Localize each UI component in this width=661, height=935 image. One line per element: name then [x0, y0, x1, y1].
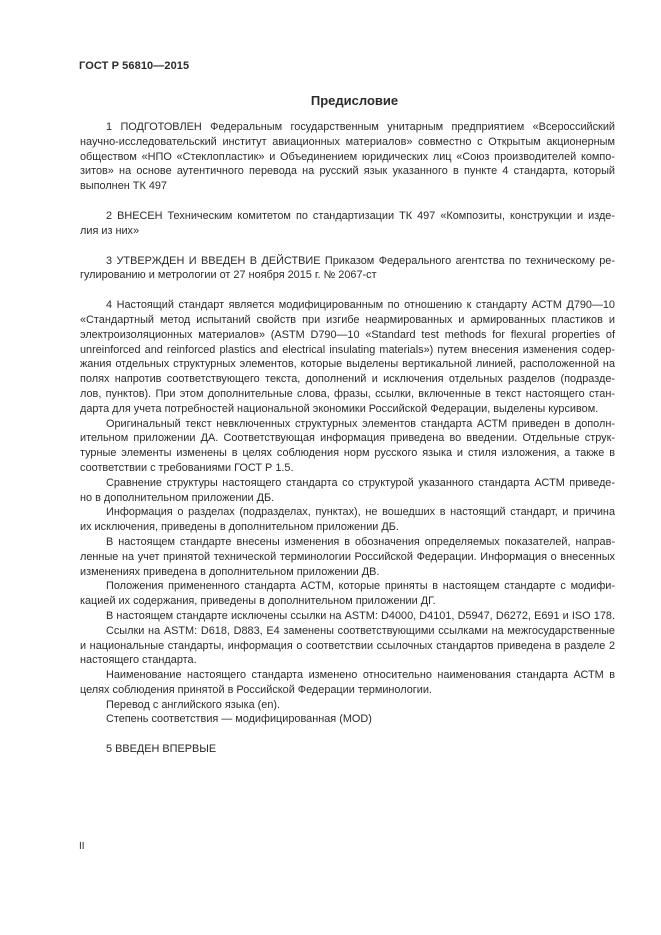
text-line: 1 ПОДГОТОВЛЕН Федеральным государственным унитарным предприятием «Всероссийский — [106, 121, 615, 133]
paragraph-notation-changes — [80, 535, 615, 579]
paragraph-replaced-references — [80, 624, 615, 668]
text-line: полях напротив соответствующего текста, дополнений и исключения отдельных разделов (подразде- — [80, 373, 615, 386]
paragraph-excluded-references — [80, 609, 615, 624]
text-line: гулированию и метрологии от 27 ноября 2015 г. № 2067-ст — [80, 269, 377, 282]
paragraph-excluded-sections — [80, 505, 615, 535]
paragraph-title-change — [80, 668, 615, 698]
text-line: лов, пунктов). При этом дополнительные слова, фразы, ссылки, включенные в текст настоящего стан- — [80, 387, 615, 400]
text-line: 2 ВНЕСЕН Техническим комитетом по стандартизации ТК 497 «Композиты, конструкции и изде- — [106, 209, 615, 222]
text-line: кацией их содержания, приведены в дополнительном приложении ДГ. — [80, 595, 436, 608]
text-line: соответствии с требованиями ГОСТ Р 1.5. — [80, 461, 294, 474]
paragraph-modified-provisions — [80, 579, 615, 609]
text-line: жания отдельных структурных элементов, которые выделены вертикальной линией, расположенной на — [80, 358, 615, 371]
paragraph-translation — [80, 698, 615, 713]
text-line: дарта для учета потребностей национальной экономики Российской Федерации, выделены курсивом. — [80, 402, 599, 415]
text-line: В настоящем стандарте исключены ссылки на ASTM: D4000, D4101, D5947, D6272, E691 и ISO 178. — [106, 609, 615, 622]
text-line: ительном приложении ДА. Соответствующая информация приведена во введении. Отдельные струк- — [80, 432, 615, 445]
page-number: II — [79, 841, 85, 852]
paragraph-original-text — [80, 417, 615, 476]
text-line: электроизоляционных материалов» (ASTM D790—10 «Standard test methods for flexural properties of — [80, 328, 615, 341]
text-line: настоящего стандарта. — [80, 654, 197, 667]
text-line: unreinforced and reinforced plastics and electrical insulating materials») путем внесения изменения содер- — [80, 343, 615, 356]
preface-body — [80, 120, 615, 757]
text-line: турные элементы изменены в целях соблюдения норм русского языка и стиля изложения, а также в — [80, 447, 615, 460]
text-line: Сравнение структуры настоящего стандарта со структурой указанного стандарта АСТМ приведе- — [106, 476, 615, 489]
paragraph-2-submitted-by — [80, 209, 615, 239]
text-line: но в дополнительном приложении ДБ. — [80, 491, 275, 504]
text-line: выполнен ТК 497 — [80, 180, 167, 193]
text-line: Оригинальный текст невключенных структурных элементов стандарта АСТМ приведен в дополн- — [106, 417, 615, 430]
text-line: Степень соответствия — модифицированная (MOD) — [106, 713, 372, 726]
text-line: Наименование настоящего стандарта изменено относительно наименования стандарта АСТМ в — [106, 669, 615, 682]
section-title: Предисловие — [310, 93, 399, 108]
paragraph-1-prepared-by — [80, 120, 615, 194]
text-line: Информация о разделах (подразделах, пунктах), не вошедших в настоящий стандарт, и причина — [106, 506, 615, 519]
text-line: Положения примененного стандарта АСТМ, которые приняты в настоящем стандарте с модифи- — [106, 580, 615, 593]
standard-code-header: ГОСТ Р 56810—2015 — [79, 60, 190, 72]
text-line: целях соблюдения принятой в Российской Федерации терминологии. — [80, 683, 432, 696]
text-line: Перевод с английского языка (en). — [106, 698, 281, 711]
text-line: и национальные стандарты, информация о соответствии ссылочных стандартов приведена в разделе 2 — [80, 639, 615, 652]
paragraph-structure-comparison — [80, 476, 615, 506]
paragraph-5-introduced-first — [80, 742, 615, 757]
text-line: изменениях приведена в дополнительном приложении ДВ. — [80, 565, 380, 578]
text-line: зитов» на основе аутентичного перевода на русский язык указанного в пункте 4 стандарта, который — [80, 165, 615, 178]
text-line: их исключения, приведены в дополнительном приложении ДБ. — [80, 521, 399, 534]
text-line: Ссылки на ASTM: D618, D883, E4 заменены соответствующими ссылками на межгосударственные — [106, 624, 615, 637]
paragraph-4-modified-standard — [80, 298, 615, 416]
text-line: 4 Настоящий стандарт является модифицированным по отношению к стандарту АСТМ Д790—10 — [106, 299, 615, 312]
paragraph-conformity-degree — [80, 712, 615, 727]
text-line: обществом «НПО «Стеклопластик» и Объединением юридических лиц «Союз производителей компо- — [80, 150, 615, 163]
text-line: 5 ВВЕДЕН ВПЕРВЫЕ — [106, 743, 217, 756]
text-line: ленные на учет принятой технической терминологии Российской Федерации. Информация о внесенных — [80, 550, 615, 563]
text-line: лия из них» — [80, 224, 140, 237]
text-line: В настоящем стандарте внесены изменения в обозначения определяемых показателей, направ- — [106, 535, 615, 548]
paragraph-3-approved — [80, 254, 615, 284]
text-line: «Стандартный метод испытаний свойств при изгибе неармированных и армированных пластиков и — [80, 313, 615, 326]
text-line: научно-исследовательский институт авиационных материалов» совместно с Открытым акционерным — [80, 135, 615, 148]
text-line: 3 УТВЕРЖДЕН И ВВЕДЕН В ДЕЙСТВИЕ Приказом Федерального агентства по техническому ре- — [106, 254, 615, 267]
